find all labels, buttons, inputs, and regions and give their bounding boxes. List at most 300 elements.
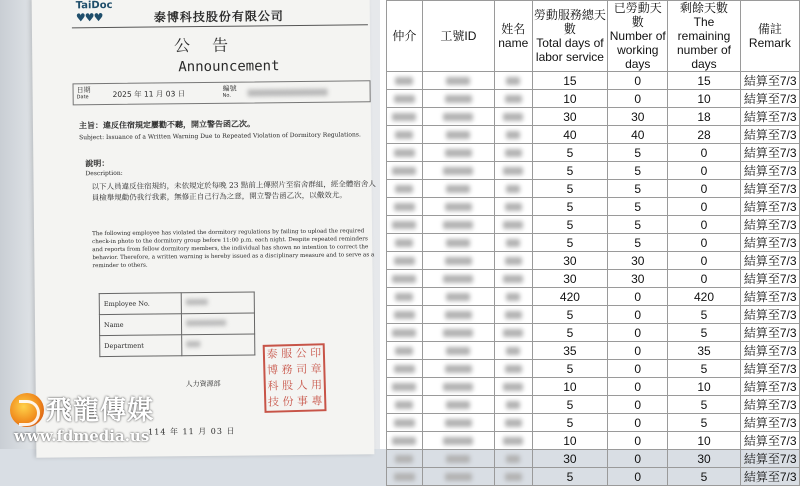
id-cell — [422, 144, 494, 162]
remark-cell: 結算至7/3 — [740, 414, 799, 432]
worked-days-cell: 5 — [608, 144, 668, 162]
total-days-cell: 5 — [532, 306, 608, 324]
header-divider — [72, 24, 368, 28]
name-cell — [495, 90, 533, 108]
redacted-text — [445, 365, 472, 373]
header-line: 工號ID — [440, 29, 477, 43]
remaining-days-cell: 0 — [668, 162, 741, 180]
worked-days-cell: 0 — [608, 90, 668, 108]
name-cell — [495, 432, 533, 450]
redacted-text — [394, 203, 415, 211]
agency-cell — [387, 252, 423, 270]
redacted-text — [395, 77, 413, 85]
labor-service-spreadsheet — [386, 0, 800, 484]
name-cell — [495, 450, 533, 468]
stamp-char: 科 — [267, 379, 279, 393]
company-seal-stamp — [263, 343, 327, 413]
total-days-cell: 5 — [532, 216, 608, 234]
worked-days-cell: 0 — [608, 306, 668, 324]
stamp-char: 用 — [310, 378, 323, 392]
agency-cell — [387, 72, 423, 90]
table-row — [387, 414, 800, 432]
name-cell — [495, 288, 533, 306]
redacted-text — [394, 95, 415, 103]
remaining-days-cell: 10 — [668, 378, 741, 396]
worked-days-cell: 30 — [608, 270, 668, 288]
header-line: 備註 — [757, 22, 782, 36]
header-worked-days — [608, 1, 668, 72]
remark-cell: 結算至7/3 — [740, 180, 799, 198]
department-label: Department — [100, 335, 182, 357]
total-days-cell: 10 — [532, 90, 608, 108]
total-days-cell: 420 — [532, 288, 608, 306]
table-row — [387, 162, 800, 180]
name-cell — [495, 162, 533, 180]
description-zh: 以下人員違反住宿規約，未依規定於每晚 23 點前上傳照片至宿舍群組，經全體宿舍人員檢舉規勸仍我行我素，無修正自己行為之意，開立警告函乙次，以儆效尤。 — [91, 179, 376, 203]
total-days-cell: 35 — [532, 342, 608, 360]
stamp-char: 專 — [311, 394, 323, 408]
total-days-cell: 5 — [532, 198, 608, 216]
table-row — [387, 378, 800, 396]
header-remark — [740, 1, 799, 72]
total-days-cell: 5 — [532, 396, 608, 414]
agency-cell — [387, 126, 423, 144]
total-days-cell: 5 — [532, 360, 608, 378]
notice-title-en: Announcement — [178, 58, 280, 76]
name-cell — [495, 306, 533, 324]
redacted-text — [395, 185, 413, 193]
stamp-char: 公 — [295, 346, 307, 361]
remaining-days-cell: 5 — [668, 396, 741, 414]
remark-cell: 結算至7/3 — [740, 360, 799, 378]
redacted-text — [392, 221, 416, 229]
table-row — [387, 90, 800, 108]
remark-cell: 結算至7/3 — [740, 108, 799, 126]
worked-days-cell: 30 — [608, 108, 668, 126]
stamp-char: 司 — [295, 362, 308, 377]
stamp-char: 博 — [266, 363, 279, 377]
redacted-text — [395, 239, 413, 247]
no-label: 編號 — [222, 84, 237, 93]
id-cell — [422, 432, 494, 450]
header-remaining-days — [668, 1, 741, 72]
name-label: Name — [99, 314, 181, 336]
redacted-text — [446, 185, 470, 193]
id-cell — [422, 306, 494, 324]
remaining-days-cell: 5 — [668, 324, 741, 342]
labor-table — [386, 0, 800, 486]
table-row — [387, 234, 800, 252]
header-total-days — [532, 1, 608, 72]
agency-cell — [387, 234, 423, 252]
remark-cell: 結算至7/3 — [740, 90, 799, 108]
department-signature: 人力資源部 — [185, 379, 221, 389]
redacted-text — [445, 257, 472, 265]
remark-cell: 結算至7/3 — [740, 396, 799, 414]
table-row — [387, 360, 800, 378]
redacted-text — [506, 131, 520, 139]
redacted-text — [503, 383, 523, 391]
id-cell — [422, 180, 494, 198]
name-cell — [495, 360, 533, 378]
name-cell — [495, 198, 533, 216]
total-days-cell: 40 — [532, 126, 608, 144]
stamp-char: 泰 — [266, 347, 278, 361]
table-header-row — [387, 1, 800, 72]
redacted-text — [395, 293, 413, 301]
subject-en: Subject: Issuance of a Written Warning Due to Repeated Violation of Dormitory Regulations. — [79, 131, 361, 142]
header-line: number of — [676, 43, 732, 57]
header-line: days — [625, 57, 651, 71]
table-row — [387, 306, 800, 324]
department-value — [182, 334, 255, 356]
redacted-text — [503, 221, 523, 229]
name-cell — [495, 468, 533, 486]
total-days-cell: 30 — [532, 450, 608, 468]
id-cell — [422, 198, 494, 216]
description-heading-en: Description: — [85, 169, 123, 178]
worked-days-cell: 5 — [608, 234, 668, 252]
name-cell — [495, 180, 533, 198]
remaining-days-cell: 10 — [668, 90, 741, 108]
total-days-cell: 5 — [532, 144, 608, 162]
table-row — [387, 450, 800, 468]
redacted-text — [503, 275, 523, 283]
agency-cell — [387, 414, 423, 432]
id-cell — [422, 450, 494, 468]
description-heading: 說明： — [85, 157, 110, 169]
date-label-en: Date — [76, 94, 89, 101]
total-days-cell: 30 — [532, 252, 608, 270]
remark-cell: 結算至7/3 — [740, 270, 799, 288]
id-cell — [422, 162, 494, 180]
remaining-days-cell: 5 — [668, 306, 741, 324]
worked-days-cell: 5 — [608, 162, 668, 180]
redacted-text — [446, 77, 470, 85]
id-cell — [422, 216, 494, 234]
redacted-text — [503, 329, 523, 337]
table-row — [387, 432, 800, 450]
worked-days-cell: 0 — [608, 72, 668, 90]
agency-cell — [387, 180, 423, 198]
redacted-text — [395, 401, 413, 409]
total-days-cell: 5 — [532, 414, 608, 432]
redacted-text — [443, 113, 473, 121]
table-row — [387, 396, 800, 414]
name-cell — [495, 216, 533, 234]
name-cell — [495, 414, 533, 432]
remaining-days-cell: 0 — [668, 252, 741, 270]
redacted-text — [506, 347, 520, 355]
name-cell — [495, 378, 533, 396]
brand-logo-text: TaiDoc — [75, 0, 113, 12]
agency-cell — [387, 324, 423, 342]
name-cell — [495, 270, 533, 288]
agency-cell — [387, 468, 423, 486]
redacted-text — [395, 347, 413, 355]
remark-cell: 結算至7/3 — [740, 342, 799, 360]
stamp-char: 份 — [282, 395, 294, 409]
worked-days-cell: 0 — [608, 324, 668, 342]
company-name: 泰博科技股份有限公司 — [153, 9, 284, 25]
name-cell — [495, 324, 533, 342]
redacted-text — [505, 419, 522, 427]
id-cell — [422, 108, 494, 126]
redacted-text — [506, 77, 520, 85]
redacted-text — [446, 293, 470, 301]
header-name — [495, 1, 533, 72]
redacted-text — [394, 365, 415, 373]
table-row — [387, 342, 800, 360]
redacted-text — [446, 239, 470, 247]
watermark-url: www.fdmedia.us — [14, 427, 150, 445]
agency-cell — [387, 198, 423, 216]
remark-cell: 結算至7/3 — [740, 126, 799, 144]
remark-cell: 結算至7/3 — [740, 252, 799, 270]
worked-days-cell: 0 — [608, 288, 668, 306]
redacted-text — [392, 383, 416, 391]
remark-cell: 結算至7/3 — [740, 216, 799, 234]
name-cell — [495, 144, 533, 162]
remaining-days-cell: 0 — [668, 180, 741, 198]
remark-cell: 結算至7/3 — [740, 72, 799, 90]
id-cell — [422, 324, 494, 342]
agency-cell — [387, 342, 423, 360]
redacted-text — [394, 473, 415, 481]
name-cell — [495, 126, 533, 144]
worked-days-cell: 0 — [608, 378, 668, 396]
header-line: name — [498, 36, 529, 50]
redacted-text — [394, 149, 415, 157]
worked-days-cell: 0 — [608, 396, 668, 414]
agency-cell — [387, 450, 423, 468]
name-value — [181, 313, 254, 335]
stamp-char: 技 — [267, 395, 280, 409]
agency-cell — [387, 270, 423, 288]
id-cell — [422, 252, 494, 270]
name-cell — [495, 396, 533, 414]
total-days-cell: 5 — [532, 468, 608, 486]
agency-cell — [387, 162, 423, 180]
worked-days-cell: 0 — [608, 468, 668, 486]
remaining-days-cell: 18 — [668, 108, 741, 126]
worked-days-cell: 5 — [608, 180, 668, 198]
redacted-text — [392, 167, 416, 175]
redacted-text — [505, 95, 522, 103]
table-row — [387, 198, 800, 216]
name-cell — [495, 72, 533, 90]
header-line: labor service — [535, 50, 604, 64]
remaining-days-cell: 0 — [668, 198, 741, 216]
redacted-text — [503, 167, 523, 175]
header-line: The remaining — [677, 15, 731, 43]
id-cell — [422, 378, 494, 396]
agency-cell — [387, 360, 423, 378]
remark-cell: 結算至7/3 — [740, 162, 799, 180]
remaining-days-cell: 0 — [668, 216, 741, 234]
subject-zh: 主旨：違反住宿規定屢勸不聽，開立警告函乙次。 — [78, 118, 255, 131]
redacted-text — [443, 221, 473, 229]
name-cell — [495, 252, 533, 270]
remaining-days-cell: 5 — [668, 468, 741, 486]
total-days-cell: 5 — [532, 162, 608, 180]
id-cell — [422, 270, 494, 288]
header-line: working — [617, 43, 659, 57]
stamp-char: 服 — [280, 347, 293, 361]
redacted-text — [446, 347, 470, 355]
stamp-char: 章 — [310, 362, 322, 376]
redacted-text — [503, 437, 523, 445]
redacted-text — [505, 149, 522, 157]
table-row — [387, 126, 800, 144]
total-days-cell: 15 — [532, 72, 608, 90]
notice-photo — [0, 0, 380, 449]
worked-days-cell: 0 — [608, 432, 668, 450]
worked-days-cell: 5 — [608, 198, 668, 216]
redacted-text — [445, 95, 472, 103]
table-row — [387, 468, 800, 486]
remaining-days-cell: 10 — [668, 432, 741, 450]
redacted-text — [445, 311, 472, 319]
stamp-char: 印 — [309, 346, 322, 360]
total-days-cell: 5 — [532, 180, 608, 198]
redacted-text — [392, 437, 416, 445]
redacted-text — [506, 185, 520, 193]
remaining-days-cell: 28 — [668, 126, 741, 144]
employee-no-label: Employee No. — [99, 293, 181, 315]
header-line: Total days of — [536, 36, 604, 50]
redacted-text — [505, 257, 522, 265]
redacted-text — [505, 203, 522, 211]
header-line: days — [691, 57, 717, 71]
worked-days-cell: 30 — [608, 252, 668, 270]
redacted-text — [392, 329, 416, 337]
stamp-char: 事 — [296, 394, 309, 408]
remaining-days-cell: 5 — [668, 414, 741, 432]
worked-days-cell: 0 — [608, 360, 668, 378]
redacted-text — [445, 149, 472, 157]
name-cell — [495, 342, 533, 360]
header-line: 勞動服務總天數 — [533, 8, 606, 36]
agency-cell — [387, 216, 423, 234]
remark-cell: 結算至7/3 — [740, 234, 799, 252]
header-id — [422, 1, 494, 72]
name-cell — [495, 234, 533, 252]
remark-cell: 結算至7/3 — [740, 468, 799, 486]
redacted-text — [445, 203, 472, 211]
agency-cell — [387, 432, 423, 450]
header-line: 姓名 — [501, 22, 526, 36]
remaining-days-cell: 35 — [668, 342, 741, 360]
header-agency — [387, 1, 423, 72]
header-line: 剩餘天數 — [680, 1, 729, 15]
total-days-cell: 30 — [532, 108, 608, 126]
total-days-cell: 5 — [532, 324, 608, 342]
worked-days-cell: 40 — [608, 126, 668, 144]
redacted-text — [505, 365, 522, 373]
remark-cell: 結算至7/3 — [740, 432, 799, 450]
table-row — [387, 180, 800, 198]
notice-title-zh: 公告 — [174, 35, 251, 56]
worked-days-cell: 0 — [608, 414, 668, 432]
id-cell — [422, 72, 494, 90]
redacted-text — [392, 275, 416, 283]
table-row — [387, 144, 800, 162]
header-line: Remark — [748, 36, 791, 50]
remark-cell: 結算至7/3 — [740, 306, 799, 324]
id-cell — [422, 126, 494, 144]
redacted-text — [446, 401, 470, 409]
watermark-name: 飛龍傳媒 — [46, 396, 155, 426]
worked-days-cell: 0 — [608, 450, 668, 468]
id-cell — [422, 90, 494, 108]
remaining-days-cell: 0 — [668, 234, 741, 252]
redacted-text — [395, 455, 413, 463]
employee-no-value — [181, 292, 254, 314]
stamp-char: 股 — [281, 379, 294, 393]
redacted-text — [392, 113, 416, 121]
brand-hearts-icon: ♥♥♥ — [75, 11, 103, 25]
total-days-cell: 10 — [532, 432, 608, 450]
redacted-text — [445, 419, 472, 427]
agency-cell — [387, 288, 423, 306]
remark-cell: 結算至7/3 — [740, 324, 799, 342]
redacted-text — [505, 311, 522, 319]
remaining-days-cell: 420 — [668, 288, 741, 306]
stamp-char: 人 — [296, 378, 308, 392]
table-row — [387, 288, 800, 306]
date-value: 2025 年 11 月 03 日 — [112, 89, 186, 99]
worked-days-cell: 5 — [608, 216, 668, 234]
remark-cell: 結算至7/3 — [740, 288, 799, 306]
header-line: Number of — [609, 29, 666, 43]
redacted-text — [443, 329, 473, 337]
no-label-en: No. — [222, 92, 231, 99]
redacted-text — [506, 455, 520, 463]
remark-cell: 結算至7/3 — [740, 450, 799, 468]
remaining-days-cell: 15 — [668, 72, 741, 90]
id-cell — [422, 414, 494, 432]
redacted-text — [446, 131, 470, 139]
redacted-text — [443, 167, 473, 175]
redacted-text — [394, 311, 415, 319]
redacted-number — [248, 89, 328, 97]
employee-table — [99, 291, 256, 357]
table-row — [387, 108, 800, 126]
redacted-text — [446, 455, 470, 463]
id-cell — [422, 360, 494, 378]
remaining-days-cell: 5 — [668, 360, 741, 378]
agency-cell — [387, 378, 423, 396]
remaining-days-cell: 0 — [668, 270, 741, 288]
id-cell — [422, 234, 494, 252]
redacted-text — [443, 383, 473, 391]
description-en: The following employee has violated the dormitory regulations by failing to upload the required check-in photo to the dormitory group before 11:00 p.m. each night. Despite repeated reminders and reports from fellow dormitory members, the individual has shown no intention to correct the behavior. Therefore, a written warning is hereby issued as a disciplinary measure and to serve as a reminder to others. — [92, 228, 375, 270]
table-row — [387, 324, 800, 342]
redacted-text — [443, 437, 473, 445]
date-label: 日期 — [76, 86, 91, 95]
agency-cell — [387, 90, 423, 108]
agency-cell — [387, 144, 423, 162]
stamp-char: 務 — [281, 363, 293, 377]
redacted-text — [394, 419, 415, 427]
id-cell — [422, 396, 494, 414]
redacted-text — [394, 257, 415, 265]
agency-cell — [387, 108, 423, 126]
redacted-text — [505, 473, 522, 481]
table-row — [387, 252, 800, 270]
redacted-text — [503, 113, 523, 121]
